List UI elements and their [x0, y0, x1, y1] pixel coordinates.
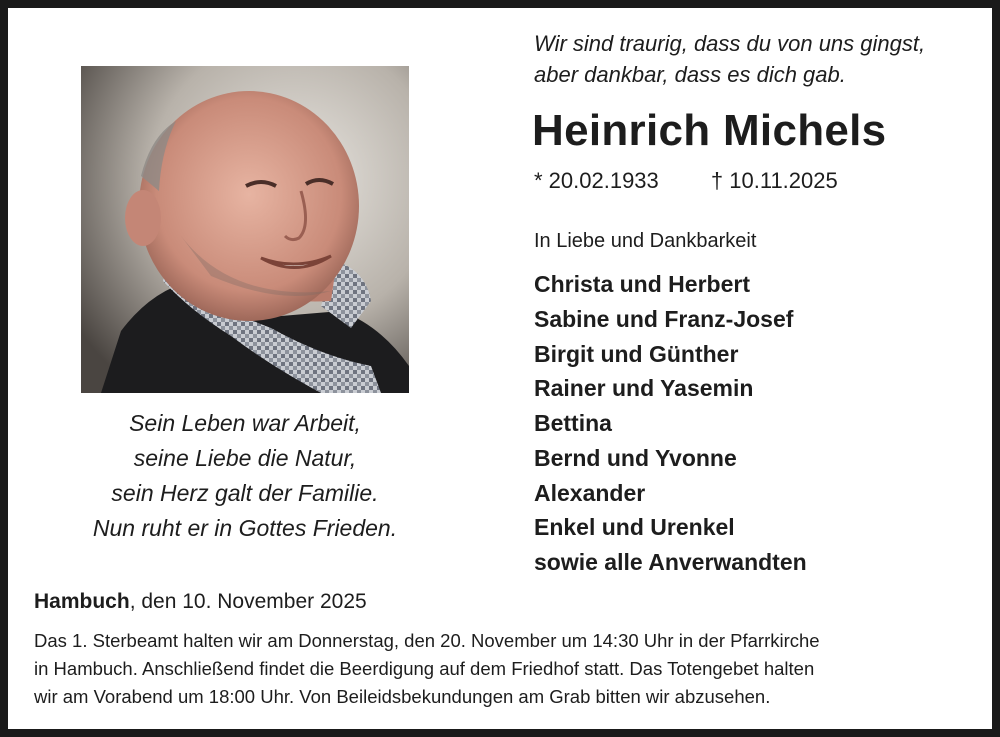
portrait-photo: [81, 66, 409, 393]
notice-line: in Hambuch. Anschließend findet die Beerdigung auf dem Friedhof statt. Das Totengebet halten: [34, 658, 815, 679]
quote-line: seine Liebe die Natur,: [133, 445, 357, 471]
mourner-entry: Birgit und Günther: [534, 340, 739, 367]
quote-line: Sein Leben war Arbeit,: [129, 410, 361, 436]
life-dates: [534, 168, 838, 194]
photo-quote: [48, 406, 442, 546]
death-date: † 10.11.2025: [710, 168, 838, 193]
birth-date: * 20.02.1933: [534, 168, 659, 193]
obituary-card: [8, 8, 992, 729]
mourner-entry: Rainer und Yasemin: [534, 375, 754, 402]
notice-line: wir am Vorabend um 18:00 Uhr. Von Beileidsbekundungen am Grab bitten wir abzusehen.: [34, 686, 771, 707]
mourner-entry: sowie alle Anverwandten: [534, 549, 807, 575]
place-date: [34, 590, 367, 614]
motto: [534, 28, 925, 90]
funeral-notice: [34, 627, 964, 711]
mourner-entry: Enkel und Urenkel: [534, 514, 735, 541]
notice-date: , den 10. November 2025: [129, 590, 367, 613]
mourner-entry: Sabine und Franz-Josef: [534, 305, 794, 332]
motto-line: aber dankbar, dass es dich gab.: [534, 62, 846, 87]
mourner-entry: Alexander: [534, 479, 646, 506]
mourners-intro: In Liebe und Dankbarkeit: [534, 230, 757, 252]
mourner-entry: Christa und Herbert: [534, 271, 750, 297]
quote-line: sein Herz galt der Familie.: [111, 480, 379, 506]
mourner-entry: Bettina: [534, 410, 612, 436]
deceased-name: Heinrich Michels: [532, 106, 887, 155]
notice-line: Das 1. Sterbeamt halten wir am Donnerstag, den 20. November um 14:30 Uhr in der Pfarrkirche: [34, 630, 820, 651]
mourners-list: [534, 267, 807, 580]
mourner-entry: Bernd und Yvonne: [534, 444, 737, 471]
place-name: Hambuch: [34, 590, 130, 613]
quote-line: Nun ruht er in Gottes Frieden.: [92, 515, 398, 541]
motto-line: Wir sind traurig, dass du von uns gingst,: [534, 31, 926, 56]
